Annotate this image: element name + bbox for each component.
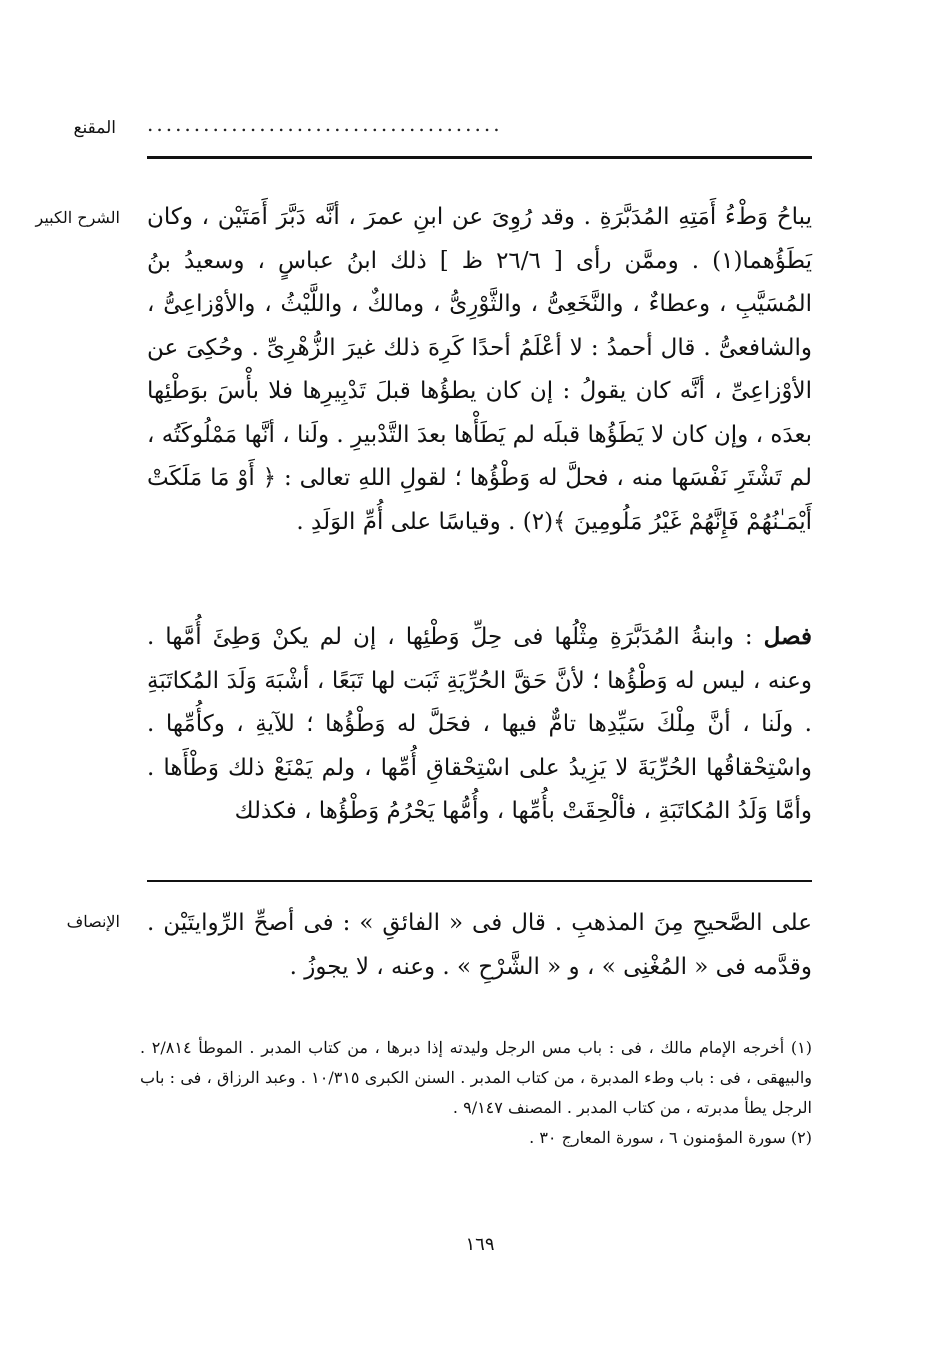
sharh-text-block [147,196,812,544]
footnotes [140,1033,812,1153]
sharh-section-label: الشرح الكبير [35,208,120,227]
page-number: ١٦٩ [465,1234,495,1255]
footnote-1: (١) أخرجه الإمام مالك ، فى : باب مس الرجل وليدته إذا دبرها ، من كتاب المدبر . الموطأ ٢/٨١٤ . والبيهقى ، فى : باب وطء المدبرة ، من كتاب المدبر . السنن الكبرى ١٠/٣١٥ . وعبد الرزاق ، فى : باب الرجل يطأ مدبرته ، من كتاب المدبر . المصنف ٩/١٤٧ . [140,1038,813,1117]
insaf-section-label: الإنصاف [66,912,120,931]
header-divider [147,156,812,159]
insaf-text-block [147,901,812,989]
insaf-paragraph: على الصَّحيحِ مِنَ المذهبِ . قال فى « الفائقِ » : فى أصحِّ الرِّوايتَيْن . وقدَّمه فى « المُغْنِى » ، و « الشَّرْحِ » . وعنه ، لا يجوزُ . [147,910,812,980]
sharh-paragraph: يباحُ وَطْءُ أَمَتِهِ المُدَبَّرَةِ . وقد رُوِىَ عن ابنِ عمرَ ، أنَّه دَبَّرَ أَمَتَيْن ، وكان يَطَؤُهما(١) . وممَّن رأى [ ٢٦/٦ ظ ] ذلك ابنُ عباسٍ ، وسعيدُ بنُ المُسَيَّبِ ، وعطاءٌ ، والنَّخَعِىُّ ، والثَّوْرِىُّ ، ومالكٌ ، واللَّيْثُ ، والأوْزاعِىُّ ، والشافعىُّ . قال أحمدُ : لا أعْلَمُ أحدًا كَرِهَ ذلك غيرَ الزُّهْرِىِّ . وحُكِىَ عن الأوْزاعِىِّ ، أنَّه كان يقولُ : إن كان يطؤُها قبلَ تَدْبِيرِها فلا بأْسَ بوَطْئِها بعدَه ، وإن كان لا يَطَؤُها قبلَه لم يَطَأْها بعدَ التَّدْبيرِ . ولَنا ، أنَّها مَمْلُوكَتُه ، لم تَشْتَرِ نَفْسَها منه ، فحلَّ له وَطْؤُها ؛ لقولِ اللهِ تعالى : ﴿ أَوْ مَا مَلَكَتْ أَيْمَـٰنُهُمْ فَإِنَّهُمْ غَيْرُ مَلُومِينَ ﴾(٢) . وقياسًا على أُمِّ الوَلَدِ . [147,204,813,535]
footnote-2: (٢) سورة المؤمنون ٦ ، سورة المعارج ٣٠ . [529,1128,812,1147]
header-leader-dots: ...................................... [147,112,503,136]
book-title-header: المقنع [73,118,116,138]
fasl-body: : وابنةُ المُدَبَّرَةِ مِثْلُها فى حِلِّ وَطْئِها ، إن لم يكنْ وَطِئَ أُمَّها . وعنه ، ليس له وَطْؤُها ؛ لأنَّ حَقَّ الحُرِّيَةِ ثَبَت لها تَبَعًا ، أشْبَهَ وَلَدَ المُكاتَبَةِ . ولَنا ، أنَّ مِلْكَ سَيِّدِها تامٌّ فيها ، فحَلَّ له وَطْؤُها ؛ للآيةِ ، وكأُمِّها . واسْتِحْقاقُها الحُرِّيَةَ لا يَزِيدُ على اسْتِحْقاقِ أُمِّها ، ولم يَمْنَعْ ذلك وَطْأَها . وأمَّا وَلَدُ المُكاتَبَةِ ، فألْحِقَتْ بأُمِّها ، وأُمُّها يَحْرُمُ وَطْؤُها ، فكذلك [147,624,812,824]
fasl-heading: فصل [763,623,812,650]
fasl-paragraph [147,615,812,834]
fasl-text-block [147,615,812,834]
section-divider [147,880,812,882]
